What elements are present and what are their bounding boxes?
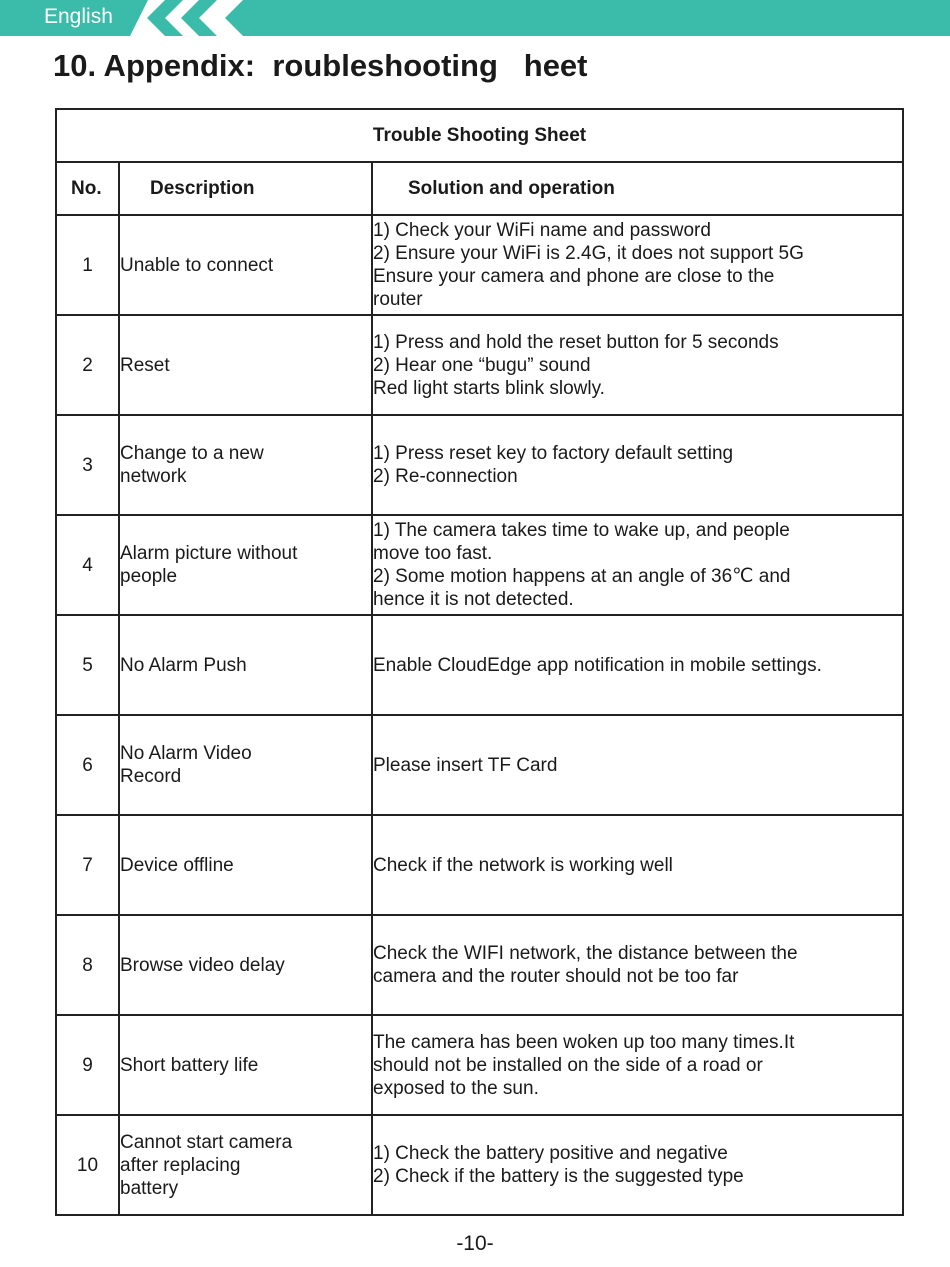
solution-line: router — [373, 289, 423, 310]
solution-line: should not be installed on the side of a road or — [373, 1054, 763, 1076]
description-line: Device offline — [120, 854, 234, 876]
solution-line: Red light starts blink slowly. — [373, 377, 605, 399]
row-number: 1 — [56, 215, 119, 315]
table-row — [56, 815, 903, 915]
description-line: Short battery life — [120, 1054, 259, 1076]
solution-line: Check if the network is working well — [373, 854, 673, 876]
table-row — [56, 1115, 903, 1215]
description-line: Reset — [120, 354, 170, 376]
description-line: Unable to connect — [120, 254, 274, 276]
row-description — [119, 615, 372, 715]
description-line: Browse video delay — [120, 954, 285, 976]
table-row — [56, 515, 903, 615]
row-solution — [372, 215, 903, 315]
row-description — [119, 815, 372, 915]
row-number: 10 — [56, 1115, 119, 1215]
page-title: 10. Appendix: roubleshooting heet — [53, 48, 588, 83]
description-line: network — [120, 466, 187, 487]
row-solution — [372, 815, 903, 915]
column-header-no: No. — [56, 162, 119, 215]
solution-line: 1) Press and hold the reset button for 5 seconds — [373, 331, 779, 353]
description-line: people — [120, 566, 178, 587]
banner-right-band — [225, 0, 950, 36]
row-solution — [372, 715, 903, 815]
solution-line: 1) Check the battery positive and negative — [373, 1143, 728, 1164]
row-description — [119, 315, 372, 415]
solution-line: 1) Check your WiFi name and password — [373, 220, 711, 241]
solution-line: 2) Some motion happens at an angle of 36℃ and — [373, 566, 791, 587]
row-solution — [372, 1015, 903, 1115]
row-description — [119, 1115, 372, 1215]
row-number: 9 — [56, 1015, 119, 1115]
row-solution — [372, 915, 903, 1015]
description-line: Cannot start camera — [120, 1131, 293, 1153]
solution-line: move too fast. — [373, 543, 493, 564]
row-description — [119, 215, 372, 315]
language-banner — [0, 0, 950, 36]
row-solution — [372, 315, 903, 415]
solution-line: The camera has been woken up too many times.It — [373, 1031, 795, 1053]
solution-line: 2) Hear one “bugu” sound — [373, 354, 591, 376]
table-row — [56, 915, 903, 1015]
table-row — [56, 715, 903, 815]
chevron-left-icon — [147, 0, 183, 36]
table-row — [56, 215, 903, 315]
page-number: -10- — [456, 1232, 494, 1255]
table-row — [56, 315, 903, 415]
row-description — [119, 1015, 372, 1115]
description-line: Record — [120, 766, 182, 787]
column-header-description: Description — [119, 162, 372, 215]
row-description — [119, 715, 372, 815]
description-line: No Alarm Push — [120, 654, 247, 676]
table-body — [56, 215, 903, 1215]
solution-line: hence it is not detected. — [373, 589, 574, 610]
table-row — [56, 1015, 903, 1115]
description-line: battery — [120, 1177, 179, 1199]
description-line: Change to a new — [120, 443, 264, 464]
table-row — [56, 615, 903, 715]
solution-line: camera and the router should not be too far — [373, 966, 739, 987]
solution-line: Ensure your camera and phone are close to the — [373, 266, 775, 287]
solution-line: Check the WIFI network, the distance between the — [373, 943, 798, 964]
description-line: No Alarm Video — [120, 743, 252, 764]
troubleshooting-table — [55, 108, 904, 1216]
solution-line: Please insert TF Card — [373, 754, 558, 776]
row-solution — [372, 615, 903, 715]
row-description — [119, 515, 372, 615]
solution-line: 2) Check if the battery is the suggested type — [373, 1166, 744, 1187]
row-number: 2 — [56, 315, 119, 415]
solution-line: 1) Press reset key to factory default setting — [373, 443, 734, 464]
solution-line: 2) Re-connection — [373, 466, 518, 487]
solution-line: Enable CloudEdge app notification in mobile settings. — [373, 654, 822, 676]
language-label: English — [44, 5, 113, 28]
solution-line: 1) The camera takes time to wake up, and people — [373, 520, 790, 541]
description-line: after replacing — [120, 1154, 241, 1176]
row-description — [119, 415, 372, 515]
solution-line: 2) Ensure your WiFi is 2.4G, it does not support 5G — [373, 243, 804, 264]
row-number: 4 — [56, 515, 119, 615]
table-caption: Trouble Shooting Sheet — [56, 109, 903, 162]
solution-line: exposed to the sun. — [373, 1077, 539, 1099]
description-line: Alarm picture without — [120, 543, 298, 564]
row-description — [119, 915, 372, 1015]
row-number: 6 — [56, 715, 119, 815]
row-number: 5 — [56, 615, 119, 715]
row-number: 3 — [56, 415, 119, 515]
row-solution — [372, 415, 903, 515]
row-solution — [372, 1115, 903, 1215]
row-number: 8 — [56, 915, 119, 1015]
column-header-solution: Solution and operation — [372, 162, 903, 215]
row-solution — [372, 515, 903, 615]
row-number: 7 — [56, 815, 119, 915]
chevron-left-icon — [181, 0, 217, 36]
table-row — [56, 415, 903, 515]
